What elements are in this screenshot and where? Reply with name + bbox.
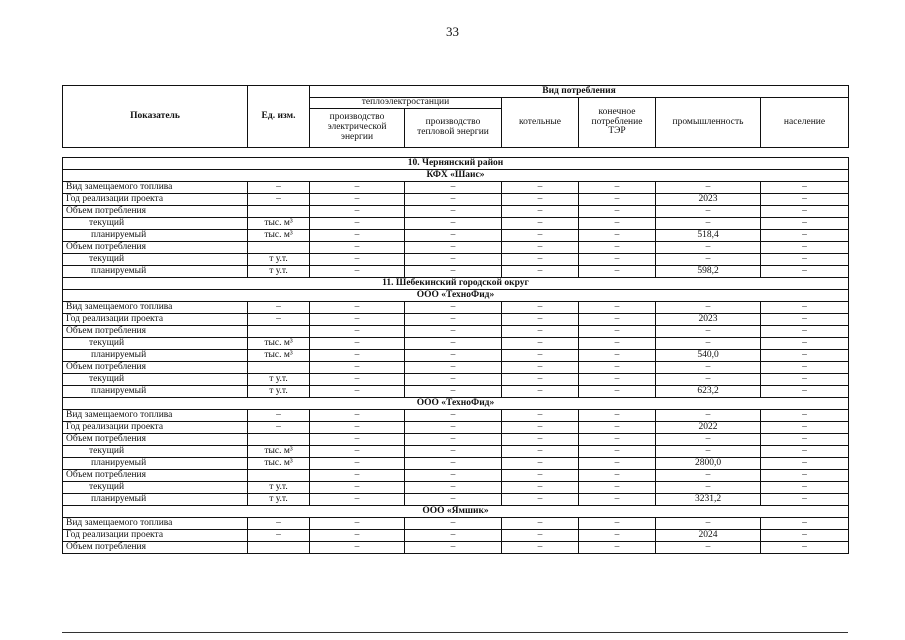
row-label: планируемый <box>63 386 248 398</box>
header-tec: теплоэлектростанции <box>310 98 502 109</box>
table-row <box>63 242 849 254</box>
cell-boiler: – <box>502 254 579 266</box>
cell-population: – <box>761 206 849 218</box>
row-label: Объем потребления <box>63 542 248 554</box>
cell-population: – <box>761 386 849 398</box>
section-row <box>63 506 849 518</box>
cell-boiler: – <box>502 314 579 326</box>
row-label: планируемый <box>63 266 248 278</box>
cell-industry: – <box>656 482 761 494</box>
cell-heat: – <box>405 326 502 338</box>
cell-final: – <box>579 386 656 398</box>
table-row <box>63 518 849 530</box>
cell-elec: – <box>310 254 405 266</box>
cell-industry: 2024 <box>656 530 761 542</box>
cell-industry: – <box>656 338 761 350</box>
table-row <box>63 194 849 206</box>
cell-elec: – <box>310 410 405 422</box>
table-row <box>63 542 849 554</box>
row-label: текущий <box>63 446 248 458</box>
cell-boiler: – <box>502 182 579 194</box>
header-final: конечное потребление ТЭР <box>579 98 656 148</box>
section-title: ООО «ТехноФид» <box>63 290 849 302</box>
cell-heat: – <box>405 206 502 218</box>
cell-final: – <box>579 518 656 530</box>
cell-industry: – <box>656 518 761 530</box>
row-label: Объем потребления <box>63 242 248 254</box>
table-row <box>63 338 849 350</box>
cell-boiler: – <box>502 542 579 554</box>
cell-elec: – <box>310 374 405 386</box>
table-row <box>63 482 849 494</box>
row-label: текущий <box>63 218 248 230</box>
cell-final: – <box>579 326 656 338</box>
cell-industry: – <box>656 254 761 266</box>
cell-boiler: – <box>502 302 579 314</box>
cell-final: – <box>579 494 656 506</box>
cell-boiler: – <box>502 242 579 254</box>
row-unit: – <box>248 302 310 314</box>
cell-final: – <box>579 458 656 470</box>
cell-boiler: – <box>502 218 579 230</box>
cell-final: – <box>579 254 656 266</box>
cell-boiler: – <box>502 446 579 458</box>
cell-population: – <box>761 458 849 470</box>
cell-population: – <box>761 218 849 230</box>
table-body <box>63 158 849 554</box>
cell-final: – <box>579 422 656 434</box>
row-unit: т у.т. <box>248 386 310 398</box>
cell-population: – <box>761 230 849 242</box>
row-unit: т у.т. <box>248 374 310 386</box>
cell-elec: – <box>310 470 405 482</box>
row-unit: тыс. м³ <box>248 218 310 230</box>
section-title: 10. Чернянский район <box>63 158 849 170</box>
cell-heat: – <box>405 182 502 194</box>
cell-final: – <box>579 362 656 374</box>
cell-boiler: – <box>502 470 579 482</box>
cell-boiler: – <box>502 326 579 338</box>
cell-final: – <box>579 338 656 350</box>
cell-industry: 2800,0 <box>656 458 761 470</box>
cell-heat: – <box>405 266 502 278</box>
table-row <box>63 350 849 362</box>
table-row <box>63 458 849 470</box>
cell-final: – <box>579 194 656 206</box>
section-row <box>63 398 849 410</box>
row-unit <box>248 206 310 218</box>
table-row <box>63 446 849 458</box>
cell-industry: – <box>656 182 761 194</box>
cell-boiler: – <box>502 266 579 278</box>
cell-population: – <box>761 254 849 266</box>
cell-elec: – <box>310 194 405 206</box>
cell-final: – <box>579 530 656 542</box>
header-consumption-type: Вид потребления <box>310 86 849 98</box>
table-row <box>63 326 849 338</box>
cell-final: – <box>579 482 656 494</box>
cell-population: – <box>761 338 849 350</box>
row-unit <box>248 542 310 554</box>
section-title: ООО «Ямшик» <box>63 506 849 518</box>
cell-final: – <box>579 434 656 446</box>
cell-elec: – <box>310 482 405 494</box>
cell-boiler: – <box>502 530 579 542</box>
cell-heat: – <box>405 218 502 230</box>
table-row <box>63 266 849 278</box>
row-unit: – <box>248 314 310 326</box>
cell-elec: – <box>310 422 405 434</box>
cell-population: – <box>761 434 849 446</box>
cell-elec: – <box>310 434 405 446</box>
cell-heat: – <box>405 350 502 362</box>
cell-industry: 2023 <box>656 314 761 326</box>
cell-heat: – <box>405 530 502 542</box>
cell-industry: – <box>656 470 761 482</box>
cell-boiler: – <box>502 434 579 446</box>
cell-population: – <box>761 470 849 482</box>
cell-population: – <box>761 302 849 314</box>
row-label: Объем потребления <box>63 470 248 482</box>
cell-heat: – <box>405 410 502 422</box>
page-number: 33 <box>446 24 459 39</box>
row-unit: тыс. м³ <box>248 458 310 470</box>
cell-final: – <box>579 410 656 422</box>
cell-elec: – <box>310 218 405 230</box>
cell-final: – <box>579 350 656 362</box>
table-row <box>63 494 849 506</box>
cell-final: – <box>579 182 656 194</box>
header-unit: Ед. изм. <box>248 86 310 148</box>
cell-industry: – <box>656 410 761 422</box>
table-row <box>63 410 849 422</box>
cell-heat: – <box>405 302 502 314</box>
cell-population: – <box>761 350 849 362</box>
cell-final: – <box>579 542 656 554</box>
row-label: Год реализации проекта <box>63 314 248 326</box>
cell-boiler: – <box>502 422 579 434</box>
row-unit: – <box>248 182 310 194</box>
cell-final: – <box>579 242 656 254</box>
cell-population: – <box>761 542 849 554</box>
cell-population: – <box>761 326 849 338</box>
row-label: Вид замещаемого топлива <box>63 410 248 422</box>
cell-boiler: – <box>502 374 579 386</box>
table-row <box>63 314 849 326</box>
row-unit: т у.т. <box>248 254 310 266</box>
row-label: Объем потребления <box>63 434 248 446</box>
row-label: Вид замещаемого топлива <box>63 182 248 194</box>
cell-elec: – <box>310 362 405 374</box>
table-row <box>63 254 849 266</box>
row-unit: – <box>248 530 310 542</box>
row-unit: – <box>248 410 310 422</box>
row-unit <box>248 362 310 374</box>
cell-industry: – <box>656 542 761 554</box>
cell-population: – <box>761 194 849 206</box>
cell-heat: – <box>405 338 502 350</box>
section-row <box>63 170 849 182</box>
cell-final: – <box>579 218 656 230</box>
row-label: планируемый <box>63 494 248 506</box>
cell-industry: 2022 <box>656 422 761 434</box>
table-row <box>63 434 849 446</box>
row-label: текущий <box>63 482 248 494</box>
cell-elec: – <box>310 206 405 218</box>
row-label: текущий <box>63 374 248 386</box>
cell-boiler: – <box>502 518 579 530</box>
cell-elec: – <box>310 386 405 398</box>
row-unit: т у.т. <box>248 494 310 506</box>
cell-population: – <box>761 482 849 494</box>
row-unit: – <box>248 518 310 530</box>
cell-population: – <box>761 446 849 458</box>
section-title: КФХ «Шаис» <box>63 170 849 182</box>
cell-industry: – <box>656 374 761 386</box>
section-row <box>63 278 849 290</box>
row-label: Объем потребления <box>63 362 248 374</box>
cell-boiler: – <box>502 206 579 218</box>
header-indicator: Показатель <box>63 86 248 148</box>
cell-elec: – <box>310 314 405 326</box>
cell-elec: – <box>310 350 405 362</box>
header-industry: промышленность <box>656 98 761 148</box>
cell-boiler: – <box>502 230 579 242</box>
header-population: население <box>761 98 849 148</box>
consumption-table <box>62 85 849 554</box>
row-unit: – <box>248 422 310 434</box>
row-unit <box>248 470 310 482</box>
cell-boiler: – <box>502 494 579 506</box>
section-row <box>63 158 849 170</box>
row-label: планируемый <box>63 458 248 470</box>
table-row <box>63 218 849 230</box>
row-unit: т у.т. <box>248 482 310 494</box>
page-bottom-rule <box>62 632 848 633</box>
table-row <box>63 362 849 374</box>
cell-final: – <box>579 470 656 482</box>
header-heat: производство тепловой энергии <box>405 109 502 148</box>
row-unit: тыс. м³ <box>248 230 310 242</box>
row-label: Объем потребления <box>63 206 248 218</box>
cell-final: – <box>579 446 656 458</box>
cell-population: – <box>761 266 849 278</box>
table-row <box>63 386 849 398</box>
cell-boiler: – <box>502 338 579 350</box>
row-unit: – <box>248 194 310 206</box>
cell-elec: – <box>310 326 405 338</box>
cell-boiler: – <box>502 482 579 494</box>
row-label: Год реализации проекта <box>63 530 248 542</box>
cell-boiler: – <box>502 410 579 422</box>
row-label: Объем потребления <box>63 326 248 338</box>
cell-population: – <box>761 410 849 422</box>
cell-boiler: – <box>502 194 579 206</box>
row-unit: тыс. м³ <box>248 338 310 350</box>
cell-industry: 3231,2 <box>656 494 761 506</box>
row-unit <box>248 242 310 254</box>
cell-population: – <box>761 374 849 386</box>
cell-industry: – <box>656 326 761 338</box>
cell-final: – <box>579 374 656 386</box>
cell-heat: – <box>405 362 502 374</box>
cell-elec: – <box>310 458 405 470</box>
cell-final: – <box>579 230 656 242</box>
table-row <box>63 230 849 242</box>
row-label: текущий <box>63 338 248 350</box>
section-title: 11. Шебекинский городской округ <box>63 278 849 290</box>
cell-industry: 598,2 <box>656 266 761 278</box>
cell-heat: – <box>405 470 502 482</box>
table-row <box>63 302 849 314</box>
header-elec: производство электрической энергии <box>310 109 405 148</box>
cell-elec: – <box>310 494 405 506</box>
cell-heat: – <box>405 446 502 458</box>
cell-industry: 518,4 <box>656 230 761 242</box>
cell-industry: – <box>656 218 761 230</box>
cell-heat: – <box>405 542 502 554</box>
cell-industry: – <box>656 446 761 458</box>
cell-final: – <box>579 314 656 326</box>
cell-elec: – <box>310 518 405 530</box>
cell-heat: – <box>405 482 502 494</box>
table-row <box>63 206 849 218</box>
cell-population: – <box>761 242 849 254</box>
cell-population: – <box>761 362 849 374</box>
row-label: Вид замещаемого топлива <box>63 302 248 314</box>
cell-heat: – <box>405 230 502 242</box>
cell-population: – <box>761 314 849 326</box>
row-label: текущий <box>63 254 248 266</box>
cell-final: – <box>579 302 656 314</box>
cell-heat: – <box>405 386 502 398</box>
cell-population: – <box>761 530 849 542</box>
row-unit <box>248 326 310 338</box>
row-label: планируемый <box>63 350 248 362</box>
cell-final: – <box>579 206 656 218</box>
cell-population: – <box>761 422 849 434</box>
row-unit: т у.т. <box>248 266 310 278</box>
cell-elec: – <box>310 182 405 194</box>
section-title: ООО «ТехноФид» <box>63 398 849 410</box>
cell-boiler: – <box>502 458 579 470</box>
cell-industry: – <box>656 242 761 254</box>
cell-elec: – <box>310 242 405 254</box>
cell-heat: – <box>405 254 502 266</box>
row-label: Год реализации проекта <box>63 422 248 434</box>
cell-elec: – <box>310 338 405 350</box>
cell-boiler: – <box>502 350 579 362</box>
cell-elec: – <box>310 302 405 314</box>
row-unit <box>248 434 310 446</box>
cell-heat: – <box>405 494 502 506</box>
cell-population: – <box>761 494 849 506</box>
row-label: Год реализации проекта <box>63 194 248 206</box>
cell-heat: – <box>405 374 502 386</box>
table-row <box>63 422 849 434</box>
table-row <box>63 374 849 386</box>
cell-elec: – <box>310 542 405 554</box>
cell-boiler: – <box>502 362 579 374</box>
cell-industry: – <box>656 362 761 374</box>
row-unit: тыс. м³ <box>248 350 310 362</box>
cell-heat: – <box>405 434 502 446</box>
cell-industry: – <box>656 206 761 218</box>
header-gap <box>63 148 849 158</box>
cell-heat: – <box>405 194 502 206</box>
cell-final: – <box>579 266 656 278</box>
cell-industry: 623,2 <box>656 386 761 398</box>
section-row <box>63 290 849 302</box>
cell-industry: 540,0 <box>656 350 761 362</box>
cell-industry: – <box>656 434 761 446</box>
row-label: Вид замещаемого топлива <box>63 518 248 530</box>
cell-heat: – <box>405 242 502 254</box>
cell-elec: – <box>310 230 405 242</box>
table-row <box>63 470 849 482</box>
cell-industry: – <box>656 302 761 314</box>
cell-population: – <box>761 518 849 530</box>
cell-heat: – <box>405 422 502 434</box>
cell-population: – <box>761 182 849 194</box>
header-boiler: котельные <box>502 98 579 148</box>
cell-heat: – <box>405 314 502 326</box>
cell-elec: – <box>310 266 405 278</box>
row-unit: тыс. м³ <box>248 446 310 458</box>
cell-elec: – <box>310 446 405 458</box>
table-row <box>63 530 849 542</box>
cell-industry: 2023 <box>656 194 761 206</box>
table-row <box>63 182 849 194</box>
cell-heat: – <box>405 518 502 530</box>
row-label: планируемый <box>63 230 248 242</box>
cell-elec: – <box>310 530 405 542</box>
cell-heat: – <box>405 458 502 470</box>
cell-boiler: – <box>502 386 579 398</box>
